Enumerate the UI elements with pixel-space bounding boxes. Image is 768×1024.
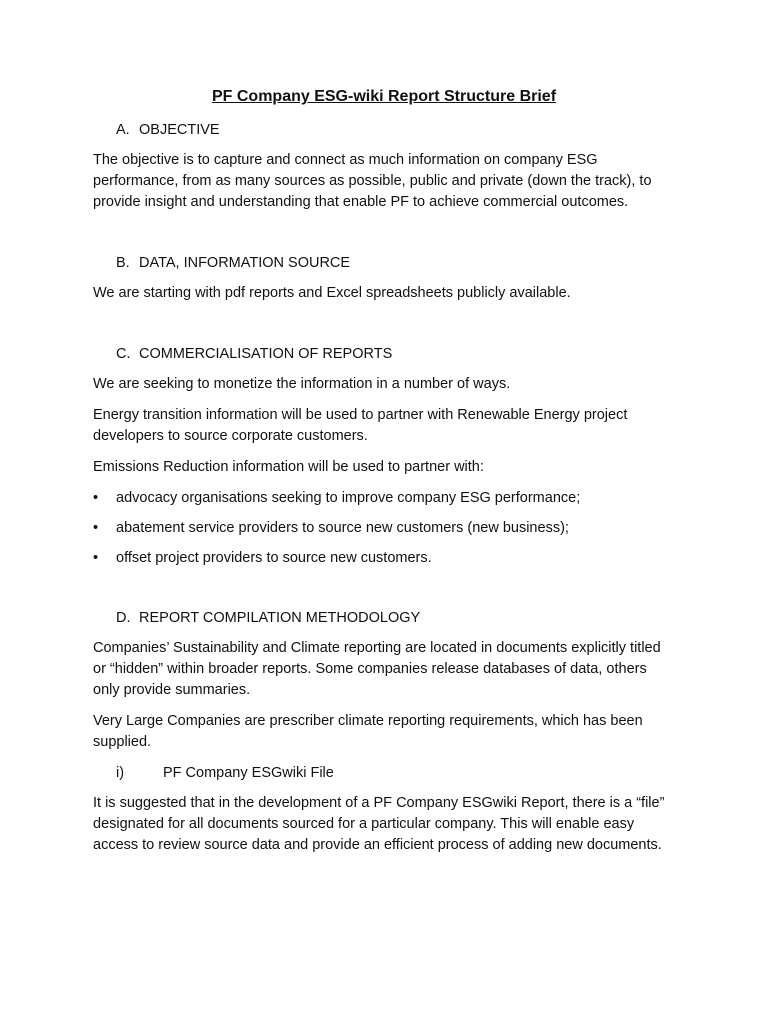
subsection-number: i) bbox=[116, 765, 125, 781]
section-heading-text: DATA, INFORMATION SOURCE bbox=[139, 255, 351, 271]
list-item bbox=[93, 548, 675, 569]
commercialisation-paragraph-2: Energy transition information will be used to partner with Renewable Energy project developers to source corporate customers. bbox=[93, 407, 628, 444]
section-heading-text: REPORT COMPILATION METHODOLOGY bbox=[139, 610, 421, 626]
methodology-paragraph-2: Very Large Companies are prescriber climate reporting requirements, which has been supplied. bbox=[93, 713, 643, 750]
spacer bbox=[93, 314, 675, 344]
section-letter: D. bbox=[116, 610, 131, 626]
bullet-list bbox=[93, 488, 675, 569]
spacer bbox=[93, 578, 675, 608]
bullet-icon: • bbox=[93, 490, 99, 506]
bullet-icon: • bbox=[93, 520, 99, 536]
subsection-heading-esgwiki-file bbox=[116, 763, 675, 783]
data-source-paragraph: We are starting with pdf reports and Excel spreadsheets publicly available. bbox=[93, 285, 571, 301]
bullet-icon: • bbox=[93, 550, 99, 566]
subsection-heading-text: PF Company ESGwiki File bbox=[163, 765, 334, 781]
spacer bbox=[93, 223, 675, 253]
list-item bbox=[93, 488, 675, 509]
section-letter: C. bbox=[116, 346, 131, 362]
list-item-text: advocacy organisations seeking to improve company ESG performance; bbox=[116, 490, 581, 506]
section-heading-objective bbox=[116, 120, 675, 140]
section-heading-commercialisation bbox=[116, 344, 675, 364]
methodology-paragraph-3: It is suggested that in the development of a PF Company ESGwiki Report, there is a “file” designated for all documents sourced for a particular company. This will enable easy access to review source data and provide an efficient process of adding new documents. bbox=[93, 795, 665, 853]
commercialisation-paragraph-1: We are seeking to monetize the information in a number of ways. bbox=[93, 376, 511, 392]
section-letter: A. bbox=[116, 122, 130, 138]
section-heading-text: OBJECTIVE bbox=[139, 122, 220, 138]
commercialisation-paragraph-3: Emissions Reduction information will be used to partner with: bbox=[93, 459, 484, 475]
document-title: PF Company ESG-wiki Report Structure Brief bbox=[211, 88, 557, 105]
section-heading-methodology bbox=[116, 608, 675, 628]
list-item-text: abatement service providers to source new customers (new business); bbox=[116, 520, 569, 536]
section-heading-text: COMMERCIALISATION OF REPORTS bbox=[139, 346, 393, 362]
list-item bbox=[93, 518, 675, 539]
list-item-text: offset project providers to source new customers. bbox=[116, 550, 432, 566]
section-letter: B. bbox=[116, 255, 130, 271]
objective-paragraph: The objective is to capture and connect as much information on company ESG performance, from as many sources as possible, public and private (down the track), to provide insight and understanding that enable PF to achieve commercial outcomes. bbox=[93, 152, 652, 210]
methodology-paragraph-1: Companies’ Sustainability and Climate reporting are located in documents explicitly titled or “hidden” within broader reports. Some companies release databases of data, others only provide summaries. bbox=[93, 640, 661, 698]
section-heading-data-source bbox=[116, 253, 675, 273]
